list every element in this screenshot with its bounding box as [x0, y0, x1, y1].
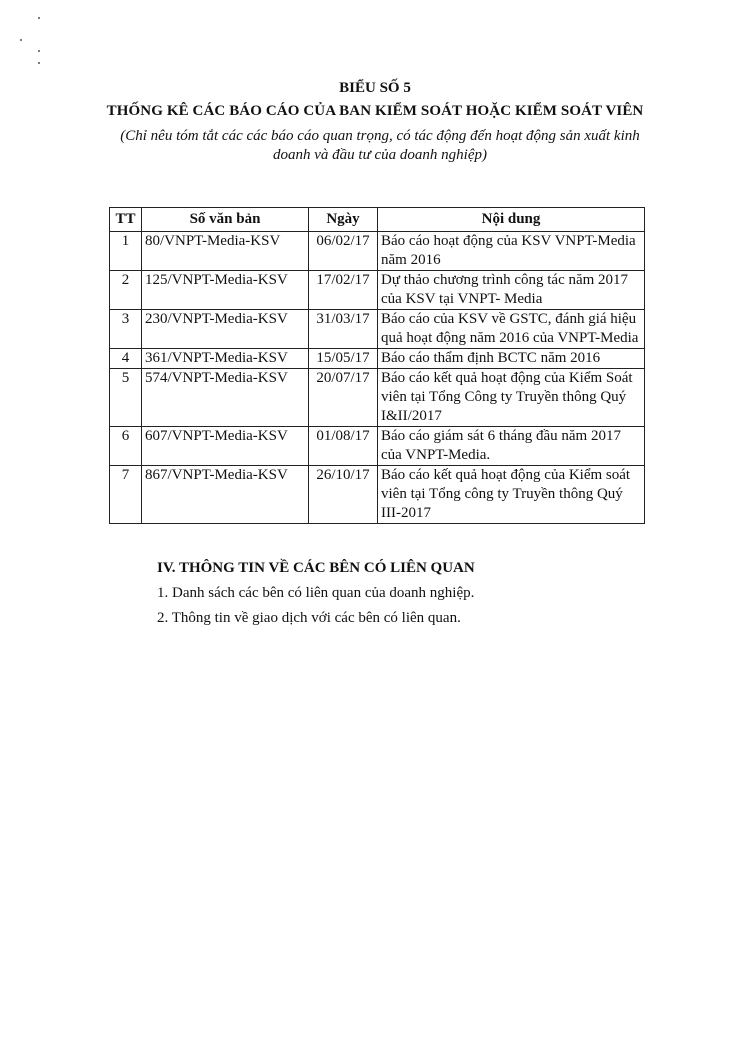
cell-tt: 6 — [110, 427, 142, 466]
scan-speck — [38, 62, 40, 64]
cell-noi-dung: Báo cáo của KSV về GSTC, đánh giá hiệu quả hoạt động năm 2016 của VNPT-Media — [378, 310, 645, 349]
form-number-heading: BIỂU SỐ 5 — [339, 80, 411, 96]
header-so-van-ban: Số văn bản — [142, 208, 309, 232]
cell-noi-dung: Báo cáo thẩm định BCTC năm 2016 — [378, 349, 645, 369]
section-iv-item: 1. Danh sách các bên có liên quan của doanh nghiệp. — [157, 585, 475, 601]
table-row — [110, 369, 645, 427]
scan-speck — [38, 50, 40, 52]
document-subtitle: (Chỉ nêu tóm tắt các các báo cáo quan trọng, có tác động đến hoạt động sản xuất kinh doanh và đầu tư của doanh nghiệp) — [120, 128, 640, 163]
cell-tt: 2 — [110, 271, 142, 310]
cell-ngay: 06/02/17 — [309, 232, 378, 271]
cell-noi-dung: Báo cáo giám sát 6 tháng đầu năm 2017 của VNPT-Media. — [378, 427, 645, 466]
cell-ngay: 01/08/17 — [309, 427, 378, 466]
cell-so-van-ban: 230/VNPT-Media-KSV — [142, 310, 309, 349]
table-row — [110, 427, 645, 466]
table-row — [110, 310, 645, 349]
header-ngay: Ngày — [309, 208, 378, 232]
header-noi-dung: Nội dung — [378, 208, 645, 232]
scan-speck — [38, 17, 40, 19]
table-header-row — [110, 208, 645, 232]
table-row — [110, 271, 645, 310]
cell-ngay: 17/02/17 — [309, 271, 378, 310]
table-row — [110, 232, 645, 271]
cell-tt: 1 — [110, 232, 142, 271]
header-tt: TT — [110, 208, 142, 232]
cell-so-van-ban: 607/VNPT-Media-KSV — [142, 427, 309, 466]
cell-so-van-ban: 574/VNPT-Media-KSV — [142, 369, 309, 427]
cell-tt: 5 — [110, 369, 142, 427]
cell-ngay: 31/03/17 — [309, 310, 378, 349]
cell-tt: 7 — [110, 466, 142, 524]
document-title: THỐNG KÊ CÁC BÁO CÁO CỦA BAN KIỂM SOÁT HOẶC KIỂM SOÁT VIÊN — [106, 103, 644, 119]
cell-noi-dung: Báo cáo kết quả hoạt động của Kiểm soát viên tại Tổng công ty Truyền thông Quý III-2017 — [378, 466, 645, 524]
reports-table — [109, 207, 645, 524]
cell-so-van-ban: 361/VNPT-Media-KSV — [142, 349, 309, 369]
section-iv-item: 2. Thông tin về giao dịch với các bên có liên quan. — [157, 610, 461, 626]
table-row — [110, 466, 645, 524]
cell-so-van-ban: 867/VNPT-Media-KSV — [142, 466, 309, 524]
cell-noi-dung: Báo cáo kết quả hoạt động của Kiểm Soát viên tại Tổng Công ty Truyền thông Quý I&II/2017 — [378, 369, 645, 427]
cell-ngay: 20/07/17 — [309, 369, 378, 427]
cell-tt: 3 — [110, 310, 142, 349]
cell-so-van-ban: 125/VNPT-Media-KSV — [142, 271, 309, 310]
cell-so-van-ban: 80/VNPT-Media-KSV — [142, 232, 309, 271]
cell-tt: 4 — [110, 349, 142, 369]
cell-noi-dung: Dự thảo chương trình công tác năm 2017 của KSV tại VNPT- Media — [378, 271, 645, 310]
scan-speck — [20, 39, 22, 41]
cell-ngay: 26/10/17 — [309, 466, 378, 524]
cell-ngay: 15/05/17 — [309, 349, 378, 369]
section-iv-title: IV. THÔNG TIN VỀ CÁC BÊN CÓ LIÊN QUAN — [157, 560, 475, 576]
table-row — [110, 349, 645, 369]
cell-noi-dung: Báo cáo hoạt động của KSV VNPT-Media năm 2016 — [378, 232, 645, 271]
